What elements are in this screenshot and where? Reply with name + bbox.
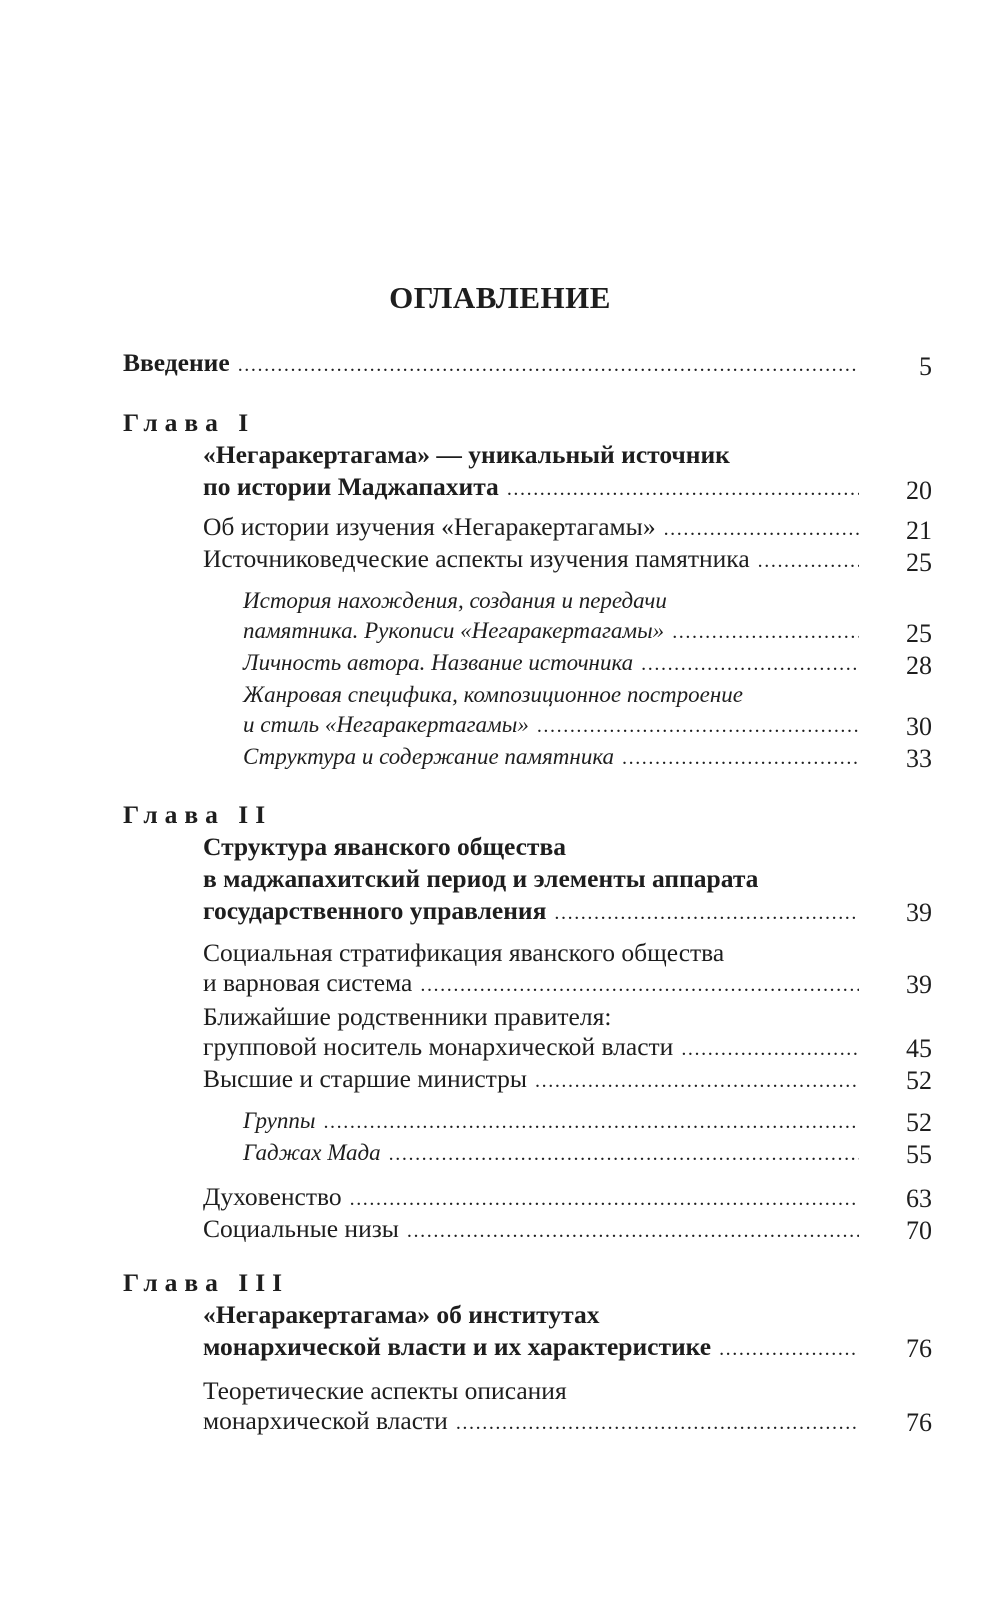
page-number: 76 xyxy=(906,1334,932,1363)
toc-entry-label: и стиль «Негаракертагамы» xyxy=(243,712,529,737)
leader-dots xyxy=(537,715,859,738)
toc-entry-label: Социальные низы xyxy=(203,1214,399,1243)
toc-entry-chapter-1 xyxy=(203,472,863,512)
toc-entry-label: монархической власти xyxy=(203,1406,448,1435)
leader-dots xyxy=(719,1338,859,1361)
section-title-line: Ближайшие родственники правителя: xyxy=(203,1002,612,1031)
page-number: 5 xyxy=(919,352,932,381)
leader-dots xyxy=(389,1143,859,1166)
subsection-title-line: История нахождения, создания и передачи xyxy=(243,588,667,613)
leader-dots xyxy=(420,974,859,997)
toc-entry-subsection xyxy=(243,1140,863,1180)
toc-entry-label: Структура и содержание памятника xyxy=(243,744,614,769)
chapter-title-line: Структура яванского общества xyxy=(203,832,566,861)
leader-dots xyxy=(672,621,859,644)
toc-entry-label: по истории Маджапахита xyxy=(203,472,499,501)
leader-dots xyxy=(535,1070,859,1093)
page-number: 39 xyxy=(906,898,932,927)
leader-dots xyxy=(641,653,859,676)
toc-entry-label: памятника. Рукописи «Негаракертагамы» xyxy=(243,618,665,643)
leader-dots xyxy=(622,747,859,770)
page-number: 25 xyxy=(906,548,932,577)
page-number: 63 xyxy=(906,1184,932,1213)
page-number: 70 xyxy=(906,1216,932,1245)
toc-entry-label: Об истории изучения «Негаракертагамы» xyxy=(203,512,656,541)
toc-entry-chapter-3 xyxy=(203,1332,863,1372)
toc-entry-label: Высшие и старшие министры xyxy=(203,1064,528,1093)
leader-dots xyxy=(554,902,859,925)
page-number: 76 xyxy=(906,1408,932,1437)
leader-dots xyxy=(664,518,859,541)
toc-entry-section xyxy=(203,544,863,584)
toc-entry-label: государственного управления xyxy=(203,896,547,925)
chapter-heading: Глава II xyxy=(123,800,273,829)
toc-entry-label: и варновая система xyxy=(203,968,413,997)
page-number: 52 xyxy=(906,1108,932,1137)
chapter-title-line: «Негаракертагама» об институтах xyxy=(203,1300,600,1329)
toc-entry-section xyxy=(203,1406,863,1446)
toc-entry-intro xyxy=(123,348,863,388)
toc-entry-label: групповой носитель монархической власти xyxy=(203,1032,674,1061)
page-number: 55 xyxy=(906,1140,932,1169)
page-number: 45 xyxy=(906,1034,932,1063)
page-number: 33 xyxy=(906,744,932,773)
section-title-line: Теоретические аспекты описания xyxy=(203,1376,567,1405)
page-number: 39 xyxy=(906,970,932,999)
subsection-title-line: Жанровая специфика, композиционное построение xyxy=(243,682,743,707)
page-number: 52 xyxy=(906,1066,932,1095)
leader-dots xyxy=(350,1188,859,1211)
chapter-title-line: «Негаракертагама» — уникальный источник xyxy=(203,440,730,469)
toc-entry-label: Духовенство xyxy=(203,1182,342,1211)
page-number: 28 xyxy=(906,651,932,680)
leader-dots xyxy=(507,478,859,501)
toc-entry-chapter-2 xyxy=(203,896,863,936)
leader-dots xyxy=(758,550,859,573)
toc-entry-label: Источниковедческие аспекты изучения памятника xyxy=(203,544,750,573)
leader-dots xyxy=(456,1412,859,1435)
page-number: 21 xyxy=(906,516,932,545)
page-number: 20 xyxy=(906,476,932,505)
page-title: ОГЛАВЛЕНИЕ xyxy=(389,280,611,315)
chapter-heading: Глава I xyxy=(123,408,256,437)
toc-entry-label: Введение xyxy=(123,348,230,377)
chapter-title-line: в маджапахитский период и элементы аппарата xyxy=(203,864,759,893)
toc-entry-label: Гаджах Мада xyxy=(243,1140,381,1165)
leader-dots xyxy=(681,1038,859,1061)
chapter-heading: Глава III xyxy=(123,1268,290,1297)
leader-dots xyxy=(407,1220,859,1243)
toc-entry-section xyxy=(203,1214,863,1254)
toc-entry-label: Личность автора. Название источника xyxy=(243,650,634,675)
toc-entry-label: монархической власти и их характеристике xyxy=(203,1332,712,1361)
section-title-line: Социальная стратификация яванского общества xyxy=(203,938,725,967)
page-number: 30 xyxy=(906,712,932,741)
leader-dots xyxy=(323,1111,859,1134)
toc-entry-subsection xyxy=(243,744,863,784)
leader-dots xyxy=(238,354,859,377)
page-number: 25 xyxy=(906,619,932,648)
toc-entry-section xyxy=(203,1064,863,1104)
toc-entry-label: Группы xyxy=(243,1108,316,1133)
